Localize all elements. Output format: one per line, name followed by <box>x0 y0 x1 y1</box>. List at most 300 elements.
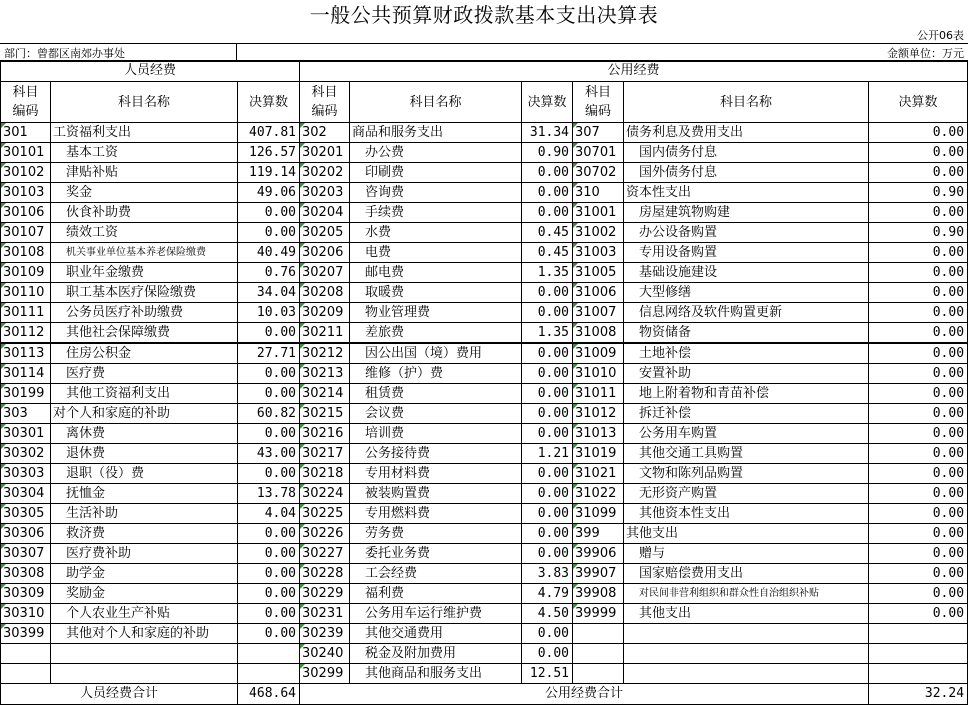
personnel-name-cell: 公务员医疗补助缴费 <box>51 303 238 323</box>
public-b-code-cell: 31010 <box>573 364 624 384</box>
public-b-name-cell: 资本性支出 <box>624 183 869 203</box>
public-b-code-cell: 31012 <box>573 404 624 424</box>
public-a-code-cell: 30227 <box>300 544 350 564</box>
header-group-row <box>1 61 968 82</box>
public-b-code-cell <box>573 644 624 664</box>
public-b-name-cell: 债务利息及费用支出 <box>624 123 869 143</box>
public-b-name-cell: 土地补偿 <box>624 343 869 364</box>
public-a-code-cell: 30240 <box>300 644 350 664</box>
form-code: 公开06表 <box>917 29 964 42</box>
personnel-code-cell: 30109 <box>1 263 51 283</box>
table-row <box>1 424 968 444</box>
public-a-code-cell: 30208 <box>300 283 350 303</box>
public-a-name-cell: 差旅费 <box>350 323 522 344</box>
public-a-name-cell: 专用材料费 <box>350 464 522 484</box>
table-row <box>1 283 968 303</box>
personnel-amount-cell: 0.00 <box>238 323 300 344</box>
public-total-label: 公用经费合计 <box>300 684 869 705</box>
public-a-amount-cell: 0.00 <box>522 524 573 544</box>
personnel-name-cell: 工资福利支出 <box>51 123 238 143</box>
public-b-code-cell <box>573 624 624 644</box>
public-b-amount-cell: 0.00 <box>869 323 968 344</box>
public-a-code-cell: 30214 <box>300 384 350 404</box>
public-b-code-cell: 31005 <box>573 263 624 283</box>
public-b-name-cell: 拆迁补偿 <box>624 404 869 424</box>
public-a-code-cell: 30201 <box>300 143 350 163</box>
public-a-code-cell: 30202 <box>300 163 350 183</box>
public-b-name-cell: 基础设施建设 <box>624 263 869 283</box>
personnel-amount-cell: 49.06 <box>238 183 300 203</box>
public-b-name-cell: 国内债务付息 <box>624 143 869 163</box>
personnel-header: 人员经费 <box>1 61 300 82</box>
public-a-code-cell: 30206 <box>300 243 350 263</box>
public-b-amount-cell: 0.00 <box>869 384 968 404</box>
personnel-code-cell: 30108 <box>1 243 51 263</box>
personnel-code-cell: 30199 <box>1 384 51 404</box>
personnel-amount-cell: 126.57 <box>238 143 300 163</box>
public-a-name-cell: 因公出国（境）费用 <box>350 343 522 364</box>
public-a-name-cell: 公务接待费 <box>350 444 522 464</box>
public-b-amount-cell: 0.00 <box>869 424 968 444</box>
public-a-code-cell: 30231 <box>300 604 350 624</box>
public-a-code-cell: 30212 <box>300 343 350 364</box>
table-row <box>1 484 968 504</box>
public-b-code-cell: 39999 <box>573 604 624 624</box>
public-b-code-cell <box>573 664 624 684</box>
table-row <box>1 384 968 404</box>
personnel-amount-cell: 13.78 <box>238 484 300 504</box>
public-a-name-cell: 咨询费 <box>350 183 522 203</box>
personnel-name-cell: 奖金 <box>51 183 238 203</box>
personnel-name-cell: 离休费 <box>51 424 238 444</box>
public-b-code-cell: 31099 <box>573 504 624 524</box>
table-row <box>1 584 968 604</box>
personnel-name-cell: 对个人和家庭的补助 <box>51 404 238 424</box>
public-a-amount-cell: 1.21 <box>522 444 573 464</box>
public-b-name-cell: 物资储备 <box>624 323 869 344</box>
personnel-total-label: 人员经费合计 <box>1 684 238 705</box>
table-row <box>1 183 968 203</box>
public-b-name-cell: 其他交通工具购置 <box>624 444 869 464</box>
public-a-code-cell: 30213 <box>300 364 350 384</box>
personnel-name-cell: 伙食补助费 <box>51 203 238 223</box>
public-b-amount-cell: 0.00 <box>869 283 968 303</box>
personnel-total-value: 468.64 <box>238 684 300 705</box>
personnel-code-cell: 30301 <box>1 424 51 444</box>
public-a-name-cell: 物业管理费 <box>350 303 522 323</box>
public-a-amount-cell: 0.00 <box>522 464 573 484</box>
public-a-amount-cell: 0.00 <box>522 183 573 203</box>
public-a-code-cell: 30299 <box>300 664 350 684</box>
public-a-code-cell: 30207 <box>300 263 350 283</box>
personnel-code-cell: 30304 <box>1 484 51 504</box>
public-b-code-cell: 31022 <box>573 484 624 504</box>
public-a-amount-cell: 0.00 <box>522 624 573 644</box>
personnel-name-cell: 职业年金缴费 <box>51 263 238 283</box>
personnel-code-cell: 30307 <box>1 544 51 564</box>
public-a-amount-cell: 0.00 <box>522 343 573 364</box>
public-a-code-cell: 30239 <box>300 624 350 644</box>
public-a-amount-cell: 0.45 <box>522 243 573 263</box>
public-a-amount-cell: 0.00 <box>522 544 573 564</box>
personnel-name-cell: 退休费 <box>51 444 238 464</box>
public-a-code-cell: 30204 <box>300 203 350 223</box>
personnel-amount-cell: 43.00 <box>238 444 300 464</box>
expenditure-table <box>0 60 968 705</box>
public-a-code-cell: 30228 <box>300 564 350 584</box>
public-a-name-cell: 其他商品和服务支出 <box>350 664 522 684</box>
public-b-code-cell: 31021 <box>573 464 624 484</box>
personnel-code-cell: 301 <box>1 123 51 143</box>
personnel-amount-cell: 0.00 <box>238 464 300 484</box>
public-a-amount-cell: 0.00 <box>522 384 573 404</box>
personnel-name-cell: 其他对个人和家庭的补助 <box>51 624 238 644</box>
public-a-code-cell: 30224 <box>300 484 350 504</box>
public-a-name-cell: 手续费 <box>350 203 522 223</box>
table-row <box>1 464 968 484</box>
personnel-code-cell <box>1 664 51 684</box>
personnel-amount-cell: 0.00 <box>238 524 300 544</box>
public-b-name-cell: 其他支出 <box>624 604 869 624</box>
public-b-code-cell: 310 <box>573 183 624 203</box>
personnel-amount-cell: 119.14 <box>238 163 300 183</box>
table-row <box>1 243 968 263</box>
public-a-amount-cell: 4.50 <box>522 604 573 624</box>
public-b-code-cell: 31003 <box>573 243 624 263</box>
public-b-code-cell: 31006 <box>573 283 624 303</box>
public-b-amount-cell: 0.00 <box>869 263 968 283</box>
personnel-amount-cell: 10.03 <box>238 303 300 323</box>
personnel-amount-cell <box>238 644 300 664</box>
personnel-code-cell: 30310 <box>1 604 51 624</box>
table-row <box>1 343 968 364</box>
public-a-amount-cell: 0.00 <box>522 484 573 504</box>
public-a-code-cell: 30211 <box>300 323 350 344</box>
public-b-amount-cell: 0.00 <box>869 203 968 223</box>
table-row <box>1 664 968 684</box>
public-a-code-cell: 30215 <box>300 404 350 424</box>
public-a-amount-cell: 0.00 <box>522 203 573 223</box>
table-row <box>1 444 968 464</box>
public-a-code-cell: 30226 <box>300 524 350 544</box>
public-a-amount-cell: 0.90 <box>522 143 573 163</box>
public-b-amount-cell: 0.00 <box>869 303 968 323</box>
personnel-amount-cell: 0.00 <box>238 584 300 604</box>
public-b-name-cell: 信息网络及软件购置更新 <box>624 303 869 323</box>
public-b-code-cell: 399 <box>573 524 624 544</box>
personnel-name-cell: 助学金 <box>51 564 238 584</box>
personnel-name-cell: 绩效工资 <box>51 223 238 243</box>
public-b-amount-cell: 0.00 <box>869 163 968 183</box>
table-row <box>1 404 968 424</box>
public-a-amount-cell: 1.35 <box>522 263 573 283</box>
public-b-name-cell: 文物和陈列品购置 <box>624 464 869 484</box>
personnel-amount-cell: 407.81 <box>238 123 300 143</box>
personnel-name-cell: 基本工资 <box>51 143 238 163</box>
table-row <box>1 524 968 544</box>
public-b-code-cell: 31019 <box>573 444 624 464</box>
table-row <box>1 203 968 223</box>
public-b-name-cell: 大型修缮 <box>624 283 869 303</box>
public-b-amount-cell: 0.90 <box>869 223 968 243</box>
public-a-code-cell: 30225 <box>300 504 350 524</box>
personnel-amount-cell: 0.00 <box>238 544 300 564</box>
public-b-code-cell: 39906 <box>573 544 624 564</box>
public-a-name-cell: 印刷费 <box>350 163 522 183</box>
personnel-name-cell: 职工基本医疗保险缴费 <box>51 283 238 303</box>
personnel-amount-cell: 60.82 <box>238 404 300 424</box>
public-a-amount-cell: 0.00 <box>522 424 573 444</box>
col-name-header: 科目名称 <box>624 82 869 123</box>
public-a-code-cell: 30209 <box>300 303 350 323</box>
personnel-amount-cell <box>238 664 300 684</box>
personnel-name-cell: 退职（役）费 <box>51 464 238 484</box>
table-row <box>1 143 968 163</box>
public-b-name-cell: 地上附着物和青苗补偿 <box>624 384 869 404</box>
public-a-code-cell: 30205 <box>300 223 350 243</box>
department-label: 部门：曾都区南郊办事处 <box>4 47 125 60</box>
public-a-name-cell: 劳务费 <box>350 524 522 544</box>
public-header: 公用经费 <box>300 61 968 82</box>
personnel-amount-cell: 0.00 <box>238 384 300 404</box>
personnel-name-cell: 机关事业单位基本养老保险缴费 <box>51 243 238 263</box>
public-b-amount-cell: 0.00 <box>869 343 968 364</box>
public-a-name-cell: 工会经费 <box>350 564 522 584</box>
public-a-code-cell: 30203 <box>300 183 350 203</box>
public-b-code-cell: 307 <box>573 123 624 143</box>
personnel-name-cell <box>51 644 238 664</box>
public-a-name-cell: 取暖费 <box>350 283 522 303</box>
table-row <box>1 163 968 183</box>
public-a-amount-cell: 1.35 <box>522 323 573 344</box>
personnel-amount-cell: 40.49 <box>238 243 300 263</box>
public-a-amount-cell: 31.34 <box>522 123 573 143</box>
public-b-amount-cell: 0.00 <box>869 484 968 504</box>
public-a-name-cell: 会议费 <box>350 404 522 424</box>
public-a-name-cell: 电费 <box>350 243 522 263</box>
col-code-header: 科目 编码 <box>573 82 624 123</box>
col-amount-header: 决算数 <box>869 82 968 123</box>
public-b-amount-cell: 0.00 <box>869 544 968 564</box>
public-b-amount-cell <box>869 644 968 664</box>
personnel-code-cell: 30111 <box>1 303 51 323</box>
personnel-amount-cell: 0.00 <box>238 604 300 624</box>
public-a-amount-cell: 0.00 <box>522 303 573 323</box>
personnel-name-cell: 奖励金 <box>51 584 238 604</box>
table-row <box>1 504 968 524</box>
public-b-amount-cell: 0.00 <box>869 404 968 424</box>
table-row <box>1 323 968 344</box>
public-b-name-cell: 房屋建筑物购建 <box>624 203 869 223</box>
public-b-name-cell: 其他支出 <box>624 524 869 544</box>
meta-divider <box>236 44 237 61</box>
public-b-amount-cell <box>869 664 968 684</box>
personnel-name-cell: 医疗费 <box>51 364 238 384</box>
personnel-code-cell: 30101 <box>1 143 51 163</box>
public-a-name-cell: 租赁费 <box>350 384 522 404</box>
public-b-amount-cell: 0.00 <box>869 243 968 263</box>
public-b-amount-cell: 0.00 <box>869 123 968 143</box>
header-column-row <box>1 82 968 123</box>
public-b-name-cell <box>624 624 869 644</box>
col-code-header: 科目 编码 <box>1 82 51 123</box>
public-b-name-cell: 对民间非营利组织和群众性自治组织补贴 <box>624 584 869 604</box>
public-a-name-cell: 专用燃料费 <box>350 504 522 524</box>
table-row <box>1 263 968 283</box>
personnel-amount-cell: 0.76 <box>238 263 300 283</box>
personnel-name-cell: 津贴补贴 <box>51 163 238 183</box>
public-b-amount-cell: 0.00 <box>869 564 968 584</box>
public-b-amount-cell: 0.00 <box>869 364 968 384</box>
col-name-header: 科目名称 <box>51 82 238 123</box>
personnel-code-cell: 30303 <box>1 464 51 484</box>
public-b-amount-cell: 0.90 <box>869 183 968 203</box>
personnel-code-cell: 30114 <box>1 364 51 384</box>
public-b-amount-cell: 0.00 <box>869 524 968 544</box>
public-b-code-cell: 31013 <box>573 424 624 444</box>
table-row <box>1 624 968 644</box>
public-b-name-cell: 其他资本性支出 <box>624 504 869 524</box>
public-b-code-cell: 31009 <box>573 343 624 364</box>
public-b-code-cell: 30702 <box>573 163 624 183</box>
personnel-amount-cell: 0.00 <box>238 203 300 223</box>
public-a-name-cell: 委托业务费 <box>350 544 522 564</box>
public-a-name-cell: 培训费 <box>350 424 522 444</box>
personnel-code-cell: 30102 <box>1 163 51 183</box>
public-a-amount-cell: 0.00 <box>522 504 573 524</box>
personnel-code-cell: 30113 <box>1 343 51 364</box>
totals-row <box>1 684 968 705</box>
table-row <box>1 223 968 243</box>
public-a-code-cell: 30218 <box>300 464 350 484</box>
personnel-code-cell: 30107 <box>1 223 51 243</box>
public-b-code-cell: 39908 <box>573 584 624 604</box>
personnel-name-cell: 生活补助 <box>51 504 238 524</box>
public-b-name-cell: 公务用车购置 <box>624 424 869 444</box>
personnel-code-cell: 30112 <box>1 323 51 344</box>
public-a-amount-cell: 3.83 <box>522 564 573 584</box>
table-row <box>1 644 968 664</box>
public-a-name-cell: 其他交通费用 <box>350 624 522 644</box>
personnel-amount-cell: 4.04 <box>238 504 300 524</box>
public-b-code-cell: 31008 <box>573 323 624 344</box>
personnel-code-cell <box>1 644 51 664</box>
public-a-amount-cell: 0.00 <box>522 364 573 384</box>
public-b-amount-cell: 0.00 <box>869 504 968 524</box>
public-b-name-cell: 国外债务付息 <box>624 163 869 183</box>
col-amount-header: 决算数 <box>522 82 573 123</box>
personnel-amount-cell: 0.00 <box>238 564 300 584</box>
personnel-name-cell: 其他工资福利支出 <box>51 384 238 404</box>
public-b-name-cell <box>624 644 869 664</box>
personnel-code-cell: 30306 <box>1 524 51 544</box>
public-a-name-cell: 福利费 <box>350 584 522 604</box>
public-a-name-cell: 维修（护）费 <box>350 364 522 384</box>
public-a-name-cell: 水费 <box>350 223 522 243</box>
personnel-code-cell: 30103 <box>1 183 51 203</box>
public-a-name-cell: 公务用车运行维护费 <box>350 604 522 624</box>
public-total-value: 32.24 <box>869 684 968 705</box>
personnel-code-cell: 30106 <box>1 203 51 223</box>
table-body <box>1 123 968 684</box>
personnel-code-cell: 30399 <box>1 624 51 644</box>
public-b-amount-cell: 0.00 <box>869 464 968 484</box>
public-a-amount-cell: 0.00 <box>522 163 573 183</box>
personnel-code-cell: 30302 <box>1 444 51 464</box>
public-b-code-cell: 31002 <box>573 223 624 243</box>
personnel-name-cell: 个人农业生产补贴 <box>51 604 238 624</box>
personnel-code-cell: 303 <box>1 404 51 424</box>
public-b-name-cell: 安置补助 <box>624 364 869 384</box>
report-title: 一般公共预算财政拨款基本支出决算表 <box>309 3 659 27</box>
public-b-code-cell: 31007 <box>573 303 624 323</box>
personnel-name-cell: 抚恤金 <box>51 484 238 504</box>
public-a-amount-cell: 4.79 <box>522 584 573 604</box>
personnel-name-cell: 医疗费补助 <box>51 544 238 564</box>
public-b-amount-cell: 0.00 <box>869 584 968 604</box>
public-b-amount-cell: 0.00 <box>869 444 968 464</box>
personnel-code-cell: 30308 <box>1 564 51 584</box>
public-a-name-cell: 被装购置费 <box>350 484 522 504</box>
personnel-amount-cell: 34.04 <box>238 283 300 303</box>
personnel-amount-cell: 0.00 <box>238 223 300 243</box>
public-b-name-cell <box>624 664 869 684</box>
public-a-code-cell: 30216 <box>300 424 350 444</box>
public-a-code-cell: 30217 <box>300 444 350 464</box>
public-b-amount-cell: 0.00 <box>869 604 968 624</box>
public-b-name-cell: 无形资产购置 <box>624 484 869 504</box>
public-a-name-cell: 邮电费 <box>350 263 522 283</box>
table-row <box>1 123 968 143</box>
personnel-amount-cell: 0.00 <box>238 364 300 384</box>
personnel-code-cell: 30309 <box>1 584 51 604</box>
public-b-amount-cell <box>869 624 968 644</box>
table-row <box>1 303 968 323</box>
col-code-header: 科目 编码 <box>300 82 350 123</box>
col-name-header: 科目名称 <box>350 82 522 123</box>
public-a-amount-cell: 0.00 <box>522 283 573 303</box>
public-a-code-cell: 302 <box>300 123 350 143</box>
public-a-amount-cell: 12.51 <box>522 664 573 684</box>
table-row <box>1 564 968 584</box>
public-b-code-cell: 39907 <box>573 564 624 584</box>
public-a-amount-cell: 0.00 <box>522 404 573 424</box>
table-row <box>1 604 968 624</box>
public-b-code-cell: 30701 <box>573 143 624 163</box>
public-a-name-cell: 办公费 <box>350 143 522 163</box>
public-b-code-cell: 31011 <box>573 384 624 404</box>
personnel-name-cell: 其他社会保障缴费 <box>51 323 238 344</box>
personnel-code-cell: 30110 <box>1 283 51 303</box>
personnel-amount-cell: 27.71 <box>238 343 300 364</box>
public-b-name-cell: 国家赔偿费用支出 <box>624 564 869 584</box>
personnel-amount-cell: 0.00 <box>238 624 300 644</box>
public-b-name-cell: 专用设备购置 <box>624 243 869 263</box>
public-a-amount-cell: 0.00 <box>522 644 573 664</box>
personnel-code-cell: 30305 <box>1 504 51 524</box>
public-a-amount-cell: 0.45 <box>522 223 573 243</box>
public-b-name-cell: 办公设备购置 <box>624 223 869 243</box>
personnel-amount-cell: 0.00 <box>238 424 300 444</box>
table-row <box>1 544 968 564</box>
public-a-code-cell: 30229 <box>300 584 350 604</box>
public-a-name-cell: 商品和服务支出 <box>350 123 522 143</box>
personnel-name-cell: 住房公积金 <box>51 343 238 364</box>
public-a-name-cell: 税金及附加费用 <box>350 644 522 664</box>
public-b-code-cell: 31001 <box>573 203 624 223</box>
personnel-name-cell <box>51 664 238 684</box>
public-b-amount-cell: 0.00 <box>869 143 968 163</box>
